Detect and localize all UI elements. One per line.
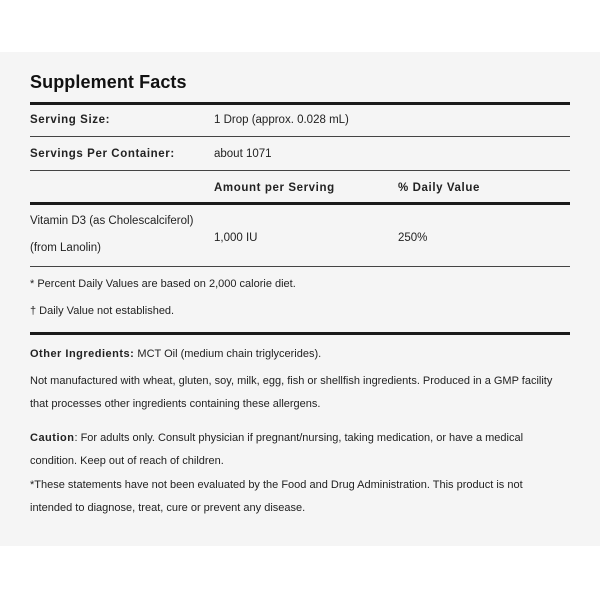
header-divider xyxy=(30,202,570,205)
facts-bottom-divider xyxy=(30,332,570,335)
allergen-statement xyxy=(30,370,570,416)
caution-line-2: condition. Keep out of reach of children. xyxy=(30,455,224,467)
caution-statement xyxy=(30,427,570,473)
fda-line-2: intended to diagnose, treat, cure or prevent any disease. xyxy=(30,502,306,514)
caution-label: Caution xyxy=(30,432,75,444)
fda-line-1: *These statements have not been evaluated by the Food and Drug Administration. This product is not xyxy=(30,479,523,491)
other-ingredients-label: Other Ingredients: xyxy=(30,348,135,360)
nutrient-name: Vitamin D3 (as Cholescalciferol) xyxy=(30,215,194,227)
allergen-line-2: that processes other ingredients containing these allergens. xyxy=(30,398,321,410)
other-ingredients-value: MCT Oil (medium chain triglycerides). xyxy=(137,348,322,360)
serving-size-value: 1 Drop (approx. 0.028 mL) xyxy=(214,114,349,126)
supplement-facts-panel xyxy=(0,52,600,546)
nutrient-source: (from Lanolin) xyxy=(30,242,101,254)
nutrient-daily-value: 250% xyxy=(398,232,428,244)
amount-per-serving-header: Amount per Serving xyxy=(214,182,335,194)
caution-line-1: : For adults only. Consult physician if pregnant/nursing, taking medication, or have a medical xyxy=(74,432,524,444)
facts-title: Supplement Facts xyxy=(30,72,187,92)
footnote-percent: * Percent Daily Values are based on 2,000 calorie diet. xyxy=(30,278,296,290)
serving-size-label: Serving Size: xyxy=(30,114,111,126)
daily-value-header: % Daily Value xyxy=(398,182,480,194)
other-ingredients xyxy=(30,343,570,366)
fda-disclaimer xyxy=(30,474,570,520)
allergen-line-1: Not manufactured with wheat, gluten, soy, milk, egg, fish or shellfish ingredients. Produced in a GMP facility xyxy=(30,375,553,387)
divider xyxy=(30,170,570,171)
nutrient-amount: 1,000 IU xyxy=(214,232,258,244)
divider xyxy=(30,266,570,267)
footnote-dagger: † Daily Value not established. xyxy=(30,305,175,317)
servings-per-container-value: about 1071 xyxy=(214,148,272,160)
servings-per-container-label: Servings Per Container: xyxy=(30,148,175,160)
title-divider xyxy=(30,102,570,105)
divider xyxy=(30,136,570,137)
